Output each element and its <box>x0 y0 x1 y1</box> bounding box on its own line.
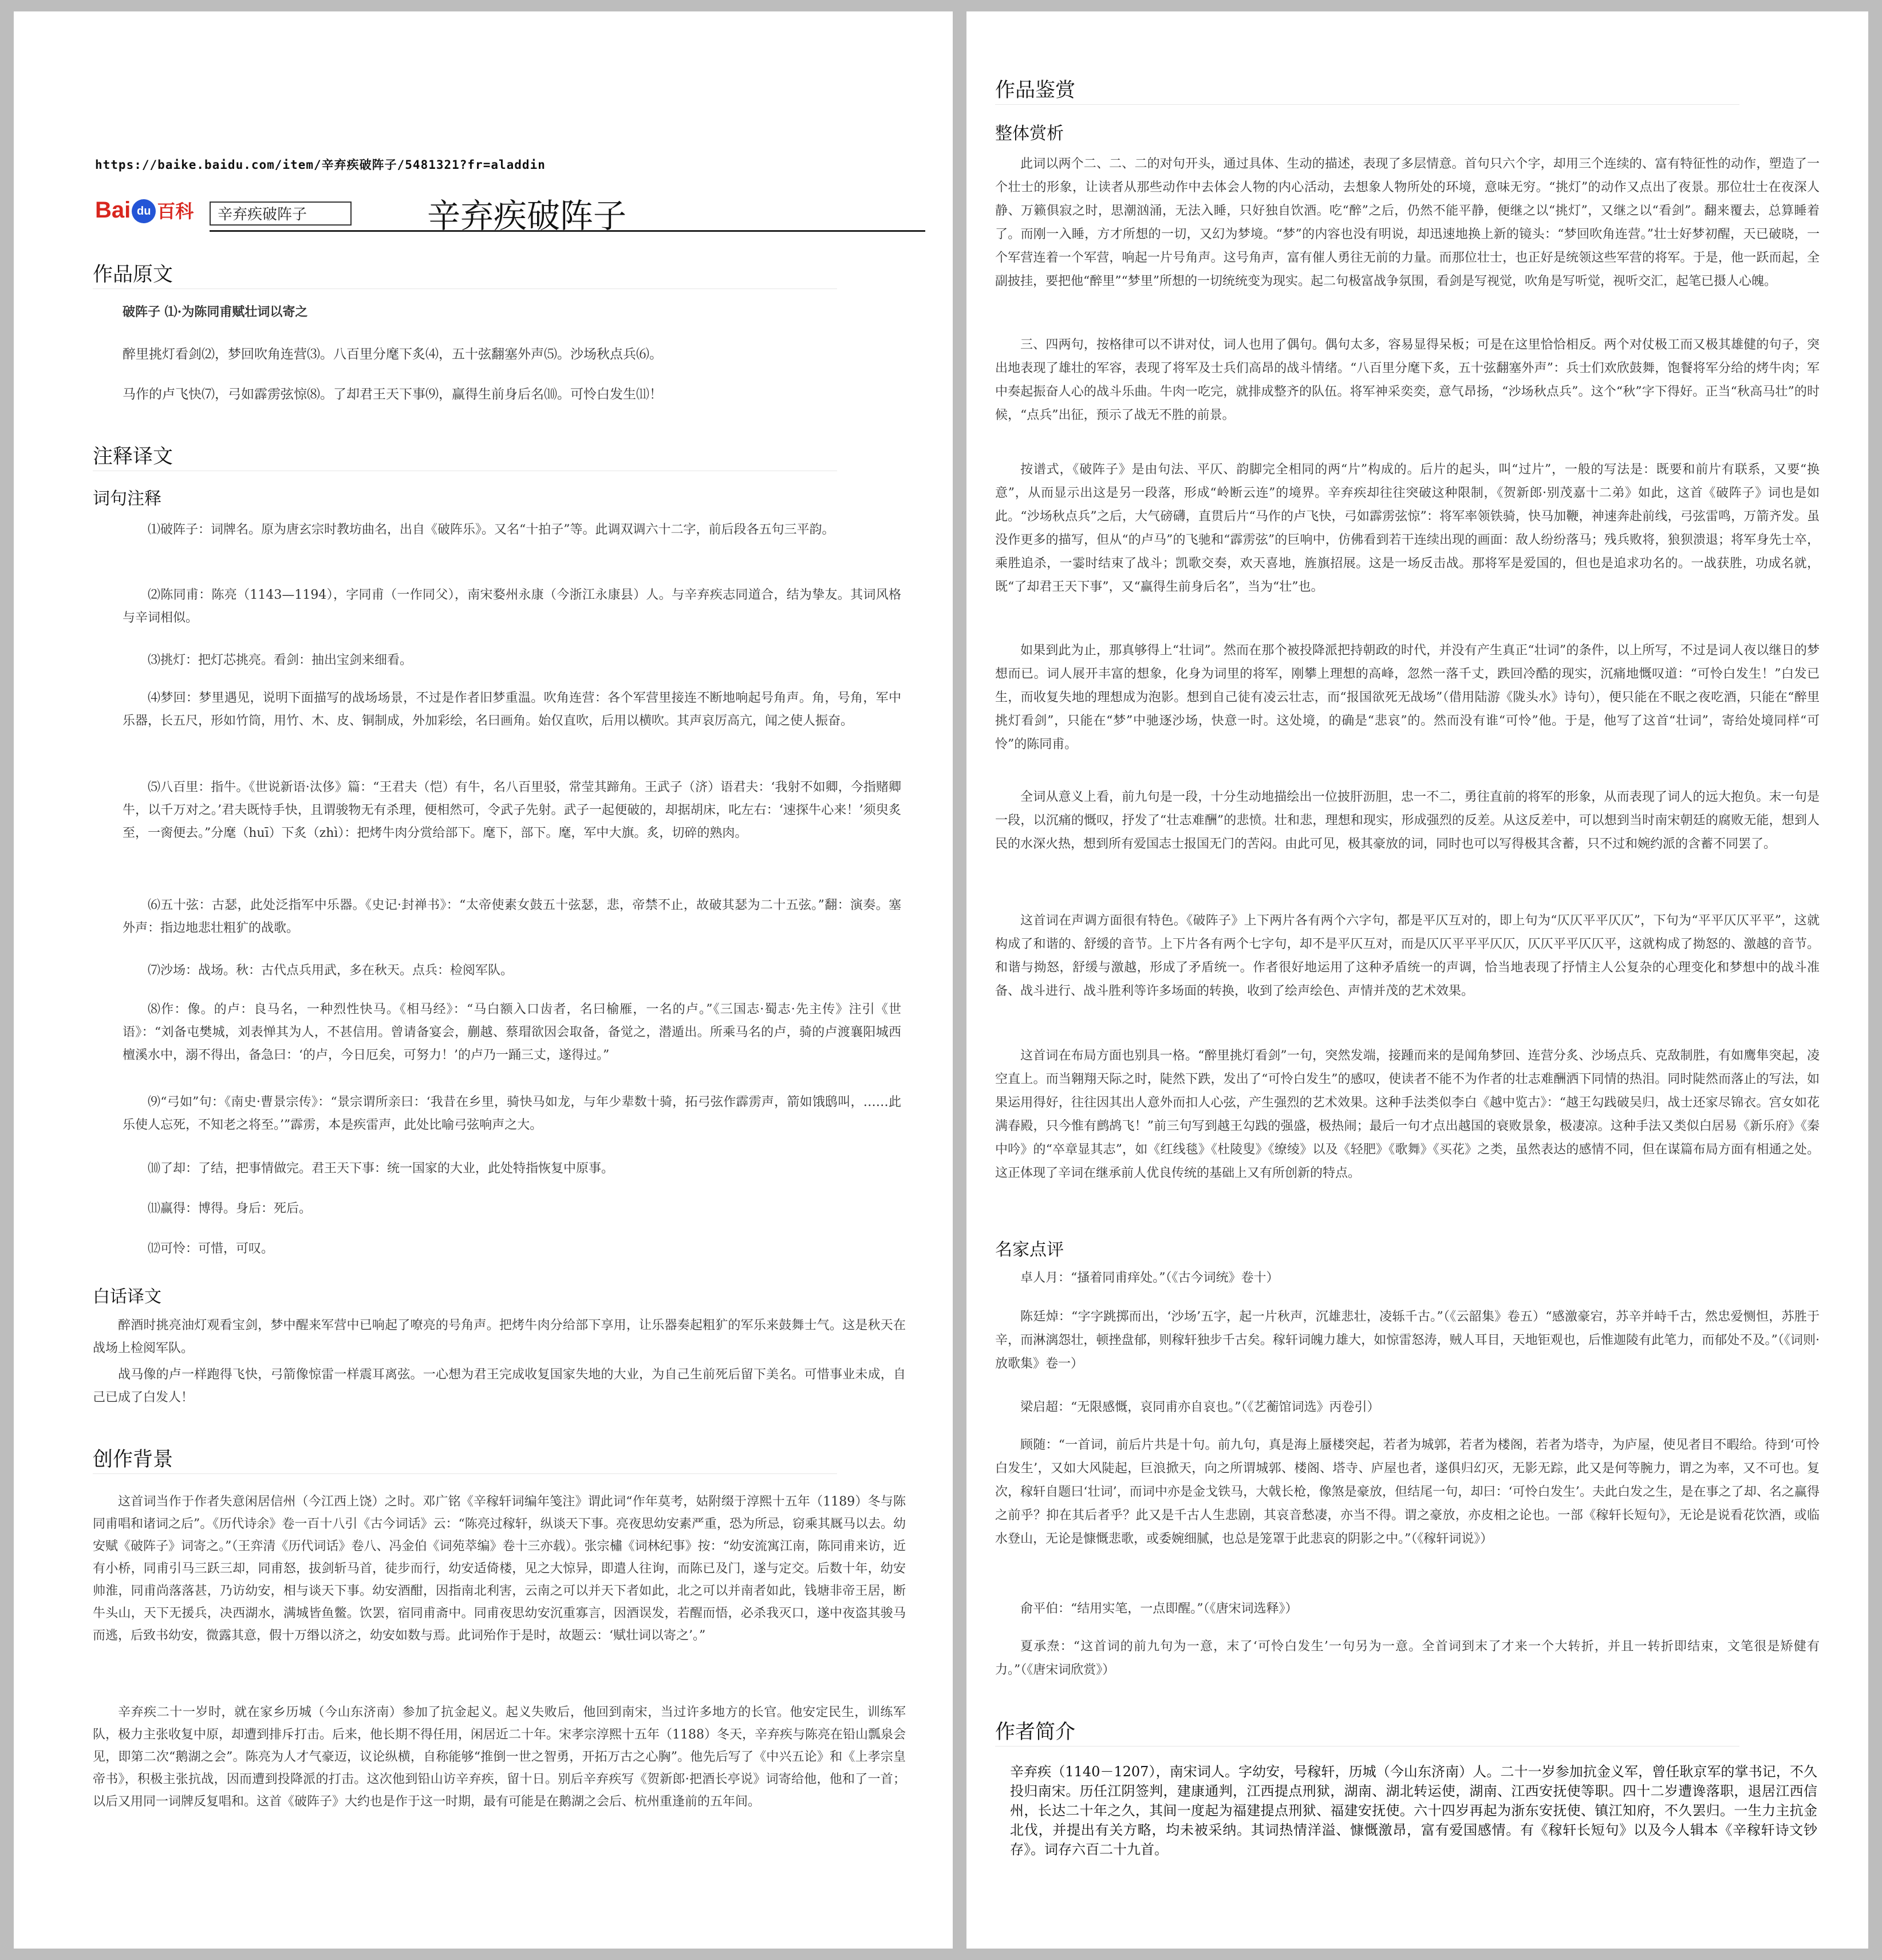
translation-paragraph: 醉酒时挑亮油灯观看宝剑，梦中醒来军营中已响起了嘹亮的号角声。把烤牛肉分给部下享用，让乐器奏起粗犷的军乐来鼓舞士气。这是秋天在战场上检阅军队。 <box>93 1318 906 1356</box>
page-url: https://baike.baidu.com/item/辛弃疾破阵子/5481321?fr=aladdin <box>95 158 546 172</box>
note-item: ⑹五十弦：古瑟，此处泛指军中乐器。《史记·封禅书》：“太帝使素女鼓五十弦瑟，悲，帝禁不止，故破其瑟为二十五弦。”翻：演奏。塞外声：指边地悲壮粗犷的战歌。 <box>123 898 901 935</box>
background-paragraph: 辛弃疾二十一岁时，就在家乡历城（今山东济南）参加了抗金起义。起义失败后，他回到南宋，当过许多地方的长官。他安定民生，训练军队，极力主张收复中原，却遭到排斥打击。后来，他长期不得任用，闲居近二十年。宋孝宗淳熙十五年（1188）冬天，辛弃疾与陈亮在铅山瓢泉会见，即第二次“鹅湖之会”。陈亮为人才气豪迈，议论纵横，自称能够“推倒一世之智勇，开拓万古之心胸”。他先后写了《中兴五论》和《上孝宗皇帝书》，积极主张抗战，因而遭到投降派的打击。这次他到铅山访辛弃疾，留十日。别后辛弃疾写《贺新郎·把酒长亭说》词寄给他，他和了一首；以后又用同一词牌反复唱和。这首《破阵子》大约也是作于这一时期，最有可能是在鹅湖之会后、杭州重逢前的五年间。 <box>93 1705 906 1809</box>
appreciation-paragraph: 三、四两句，按格律可以不讲对仗，词人也用了偶句。偶句太多，容易显得呆板；可是在这里恰恰相反。两个对仗极工而又极其雄健的句子，突出地表现了雄壮的军容，表现了将军及士兵们高昂的战斗情绪。“八百里分麾下炙，五十弦翻塞外声”：兵士们欢欣鼓舞，饱餐将军分给的烤牛肉；军中奏起振奋人心的战斗乐曲。牛肉一吃完，就排成整齐的队伍。将军神采奕奕，意气昂扬，“沙场秋点兵”。这个“秋”字下得好。正当“秋高马壮”的时候，“点兵”出征，预示了战无不胜的前景。 <box>995 338 1820 422</box>
note-item: ⑼“弓如”句：《南史·曹景宗传》：“景宗谓所亲曰：‘我昔在乡里，骑快马如龙，与年少辈数十骑，拓弓弦作霹雳声，箭如饿鸱叫，……此乐使人忘死，不知老之将至。’”霹雳，本是疾雷声，此处比喻弓弦响声之大。 <box>123 1095 901 1132</box>
note-item: ⑶挑灯：把灯芯挑亮。看剑：抽出宝剑来细看。 <box>148 653 413 667</box>
note-item: ⑴破阵子：词牌名。原为唐玄宗时教坊曲名，出自《破阵乐》。又名“十拍子”等。此调双调六十二字，前后段各五句三平韵。 <box>148 523 835 537</box>
note-item: ⑾赢得：博得。身后：死后。 <box>148 1202 312 1216</box>
section-heading-background: 创作背景 <box>93 1444 173 1472</box>
paw-icon: du <box>132 199 156 223</box>
appreciation-paragraph: 全词从意义上看，前九句是一段，十分生动地描绘出一位披肝沥胆，忠一不二，勇往直前的将军的形象，从而表现了词人的远大抱负。末一句是一段，以沉痛的慨叹，抒发了“壮志难酬”的悲愤。壮和悲，理想和现实，形成强烈的反差。从这反差中，可以想到当时南宋朝廷的腐败无能，想到人民的水深火热，想到所有爱国志士报国无门的苦闷。由此可见，极其豪放的词，同时也可以写得极其含蓄，只不过和婉约派的含蓄不同罢了。 <box>995 790 1820 851</box>
baike-header <box>95 189 925 236</box>
critic-comment: 卓人月：“搔着同甫痒处。”（《古今词统》卷十） <box>1020 1271 1279 1285</box>
subheading-notes: 词句注释 <box>93 489 161 509</box>
entry-title: 辛弃疾破阵子 <box>427 196 627 235</box>
section-heading-original: 作品原文 <box>93 259 173 287</box>
note-item: ⑵陈同甫：陈亮（1143—1194），字同甫（一作同父），南宋婺州永康（今浙江永康县）人。与辛弃疾志同道合，结为挚友。其词风格与辛词相似。 <box>123 588 901 625</box>
note-item: ⑻作：像。的卢：良马名，一种烈性快马。《相马经》：“马白额入口齿者，名曰榆雁，一名的卢。”《三国志·蜀志·先主传》注引《世语》：“刘备屯樊城，刘表惮其为人，不甚信用。曾请备宴会，蒯越、蔡瑁欲因会取备，备觉之，潜遁出。所乘马名的卢，骑的卢渡襄阳城西檀溪水中，溺不得出，备急曰：‘的卢，今日厄矣，可努力！’的卢乃一踊三丈，遂得过。” <box>123 1002 901 1062</box>
appreciation-paragraph: 如果到此为止，那真够得上“壮词”。然而在那个被投降派把持朝政的时代，并没有产生真正“壮词”的条件，以上所写，不过是词人夜以继日的梦想而已。词人展开丰富的想象，化身为词里的将军，刚攀上理想的高峰，忽然一落千丈，跌回冷酷的现实，沉痛地慨叹道：“可怜白发生！”白发已生，而收复失地的理想成为泡影。想到自己徒有凌云壮志，而“报国欲死无战场”（借用陆游《陇头水》诗句），便只能在不眠之夜吃酒，只能在“醉里挑灯看剑”，只能在“梦”中驰逐沙场，快意一时。这处境，的确是“悲哀”的。然而没有谁“可怜”他。于是，他写了这首“壮词”，寄给处境同样“可怜”的陈同甫。 <box>995 643 1820 752</box>
note-item: ⑿可怜：可惜，可叹。 <box>148 1242 274 1256</box>
subheading-translation: 白话译文 <box>93 1287 161 1307</box>
section-heading-appreciation: 作品鉴赏 <box>995 74 1075 103</box>
right-page <box>966 11 1868 1949</box>
critic-comment: 陈廷焯：“字字跳掷而出，‘沙场’五字，起一片秋声，沉雄悲壮，凌轹千古。”（《云韶集》卷五）“感激豪宕，苏辛并峙千古，然忠爱恻怛，苏胜于辛，而淋漓怨壮，顿挫盘郁，则稼轩独步千古矣。稼轩词魄力雄大，如惊雷怒涛，贼人耳目，天地钜观也，后惟迦陵有此笔力，而郁处不及。”（《词则·放歌集》卷一） <box>995 1310 1820 1371</box>
subheading-critics: 名家点评 <box>995 1240 1064 1260</box>
section-heading-author: 作者简介 <box>995 1716 1075 1745</box>
critic-comment: 夏承焘：“这首词的前九句为一意，末了‘可怜白发生’一句另为一意。全首词到末了才来一个大转折，并且一转折即结束，文笔很是矫健有力。”（《唐宋词欣赏》） <box>995 1639 1820 1677</box>
note-item: ⑸八百里：指牛。《世说新语·汰侈》篇：“王君夫（恺）有牛，名八百里驳，常莹其蹄角。王武子（济）语君夫：‘我射不如卿，今指赌卿牛，以千万对之。’君夫既恃手快，且谓骏物无有杀理，便相然可，令武子先射。武子一起便破的，却据胡床，叱左右：‘速探牛心来！’须臾炙至，一脔便去。”分麾（huī）下炙（zhì）：把烤牛肉分赏给部下。麾下，部下。麾，军中大旗。炙，切碎的熟肉。 <box>123 780 901 840</box>
appreciation-paragraph: 这首词在布局方面也别具一格。“醉里挑灯看剑”一句，突然发端，接踵而来的是闻角梦回、连营分炙、沙场点兵、克敌制胜，有如鹰隼突起，凌空直上。而当翱翔天际之时，陡然下跌，发出了“可怜白发生”的感叹，使读者不能不为作者的壮志难酬洒下同情的热泪。同时陡然而落止的写法，如果运用得好，往往因其出人意外而扣人心弦，产生强烈的艺术效果。这种手法类似李白《越中览古》：“越王勾践破吴归，战士还家尽锦衣。宫女如花满春殿，只今惟有鹧鸪飞！”前三句写到越王勾践的强盛，极热闹；最后一句才点出越国的衰败景象，极凄凉。这种手法又类似白居易《新乐府》《秦中吟》的“卒章显其志”，如《红线毯》《杜陵叟》《缭绫》以及《轻肥》《歌舞》《买花》之类，虽然表达的感情不同，但在谋篇布局方面有相通之处。这正体现了辛词在继承前人优良传统的基础上又有所创新的特点。 <box>995 1049 1820 1180</box>
translation-paragraph: 战马像的卢一样跑得飞快，弓箭像惊雷一样震耳离弦。一心想为君王完成收复国家失地的大业，为自己生前死后留下美名。可惜事业未成，自己已成了白发人！ <box>93 1368 906 1405</box>
baidu-baike-logo[interactable]: Bai du 百科 <box>95 197 194 223</box>
search-input[interactable]: 辛弃疾破阵子 <box>210 201 352 226</box>
section-heading-notes: 注释译文 <box>93 441 173 469</box>
critic-comment: 梁启超：“无限感慨，哀同甫亦自哀也。”（《艺蘅馆词选》丙卷引） <box>1020 1400 1380 1414</box>
background-paragraph: 这首词当作于作者失意闲居信州（今江西上饶）之时。邓广铭《辛稼轩词编年笺注》谓此词“作年莫考，姑附缀于淳熙十五年（1189）冬与陈同甫唱和诸词之后”。《历代诗余》卷一百十八引《古今词话》云：“陈亮过稼轩，纵谈天下事。亮夜思幼安素严重，恐为所忌，窃乘其厩马以去。幼安赋《破阵子》词寄之。”（王弈清《历代词话》卷八、冯金伯《词苑萃编》卷十三亦载）。张宗橚《词林纪事》按：“幼安流寓江南，陈同甫来访，近有小桥，同甫引马三跃三却，同甫怒，拔剑斩马首，徒步而行，幼安适倚楼，见之大惊异，即遣人往询，而陈已及门，遂与定交。后数十年，幼安帅淮，同甫尚落落甚，乃访幼安，相与谈天下事。幼安酒酣，因指南北利害，云南之可以并天下者如此，北之可以并南者如此，钱塘非帝王居，断牛头山，天下无援兵，决西湖水，满城皆鱼鳖。饮罢，宿同甫斋中。同甫夜思幼安沉重寡言，因酒误发，若醒而悟，必杀我灭口，遂中夜盗其骏马而逃，后致书幼安，微露其意，假十万缗以济之，幼安如数与焉。此词殆作于是时，故题云：‘赋壮词以寄之’。” <box>93 1495 906 1643</box>
note-item: ⑺沙场：战场。秋：古代点兵用武，多在秋天。点兵：检阅军队。 <box>148 963 514 978</box>
poem-line-1: 醉里挑灯看剑⑵，梦回吹角连营⑶。八百里分麾下炙⑷，五十弦翻塞外声⑸。沙场秋点兵⑹。 <box>123 347 662 362</box>
subheading-appreciation: 整体赏析 <box>995 124 1064 144</box>
appreciation-paragraph: 此词以两个二、二、二的对句开头，通过具体、生动的描述，表现了多层情意。首句只六个字，却用三个连续的、富有特征性的动作，塑造了一个壮士的形象，让读者从那些动作中去体会人物的内心活动，去想象人物所处的环境，意味无穷。“挑灯”的动作又点出了夜景。那位壮士在夜深人静、万籁俱寂之时，思潮汹涌，无法入睡，只好独自饮酒。吃“醉”之后，仍然不能平静，便继之以“挑灯”，又继之以“看剑”。翻来覆去，总算睡着了。而刚一入睡，方才所想的一切，又幻为梦境。“梦”的内容也没有明说，却迅速地换上新的镜头：“梦回吹角连营。”壮士好梦初醒，天已破晓，一个军营连着一个军营，响起一片号角声。这号角声，富有催人勇往无前的力量。而那位壮士，也正好是统领这些军营的将军。于是，他一跃而起，全副披挂，要把他“醉里”“梦里”所想的一切统统变为现实。起二句极富战争氛围，看剑是写视觉，吹角是写听觉，视听交汇，起笔已摄人心魄。 <box>995 157 1820 289</box>
critic-comment: 俞平伯：“结用实笔，一点即醒。”（《唐宋词选释》） <box>1020 1602 1298 1616</box>
note-item: ⑽了却：了结，把事情做完。君王天下事：统一国家的大业，此处特指恢复中原事。 <box>148 1161 614 1176</box>
note-item: ⑷梦回：梦里遇见，说明下面描写的战场场景，不过是作者旧梦重温。吹角连营：各个军营里接连不断地响起号角声。角，号角，军中乐器，长五尺，形如竹筒，用竹、木、皮、铜制成，外加彩绘，名曰画角。始仅直吹，后用以横吹。其声哀厉高亢，闻之使人振奋。 <box>123 691 901 728</box>
poem-line-2: 马作的卢飞快⑺，弓如霹雳弦惊⑻。了却君王天下事⑼，赢得生前身后名⑽。可怜白发生⑾！ <box>123 387 662 402</box>
critic-comment: 顾随：“一首词，前后片共是十句。前九句，真是海上蜃楼突起，若者为城郭，若者为楼阁，若者为塔寺，为庐屋，使见者目不暇给。待到‘可怜白发生’，又如大风陡起，巨浪掀天，向之所谓城郭、楼阁、塔寺、庐屋也者，遂俱归幻灭，无影无踪，此又是何等腕力，谓之为率，又不可也。复次，稼轩自题曰‘壮词’，而词中亦是金戈铁马，大戟长枪，像煞是豪放，但结尾一句，却曰：‘可怜白发生’。夫此白发之生，是在事之了却、名之赢得之前乎？抑在其后者乎？此又是千古人生悲剧，其哀音愁凄，亦当不得。谓之豪放，亦皮相之论也。一部《稼轩长短句》，无论是说看花饮酒，或临水登山，无论是慷慨悲歌，或委婉细腻，也总是笼罩于此悲哀的阴影之中。”（《稼轩词说》） <box>995 1438 1820 1546</box>
appreciation-paragraph: 这首词在声调方面很有特色。《破阵子》上下两片各有两个六字句，都是平仄互对的，即上句为“仄仄平平仄仄”，下句为“平平仄仄平平”，这就构成了和谐的、舒缓的音节。上下片各有两个七字句，却不是平仄互对，而是仄仄平平平仄仄，仄仄平平仄仄平，这就构成了拗怒的、激越的音节。和谐与拗怒，舒缓与激越，形成了矛盾统一。作者很好地运用了这种矛盾统一的声调，恰当地表现了抒情主人公复杂的心理变化和梦想中的战斗准备、战斗进行、战斗胜利等许多场面的转换，收到了绘声绘色、声情并茂的艺术效果。 <box>995 914 1820 998</box>
appreciation-paragraph: 按谱式，《破阵子》是由句法、平仄、韵脚完全相同的两“片”构成的。后片的起头，叫“过片”，一般的写法是：既要和前片有联系，又要“换意”，从而显示出这是另一段落，形成“岭断云连”的境界。辛弃疾却往往突破这种限制，《贺新郎·别茂嘉十二弟》如此，这首《破阵子》词也是如此。“沙场秋点兵”之后，大气磅礴，直贯后片“马作的卢飞快，弓如霹雳弦惊”：将军率领铁骑，快马加鞭，神速奔赴前线，弓弦雷鸣，万箭齐发。虽没作更多的描写，但从“的卢马”的飞驰和“霹雳弦”的巨响中，仿佛看到若干连续出现的画面：敌人纷纷落马；残兵败将，狼狈溃退；将军身先士卒，乘胜追杀，一霎时结束了战斗；凯歌交奏，欢天喜地，旌旗招展。这是一场反击战。那将军是爱国的，但也是追求功名的。一战获胜，功成名就，既“了却君王天下事”，又“赢得生前身后名”，当为“壮”也。 <box>995 463 1820 594</box>
author-bio: 辛弃疾（1140－1207），南宋词人。字幼安，号稼轩，历城（今山东济南）人。二十一岁参加抗金义军，曾任耿京军的掌书记，不久投归南宋。历任江阴签判，建康通判，江西提点刑狱，湖南、湖北转运使，湖南、江西安抚使等职。四十二岁遭谗落职，退居江西信州，长达二十年之久，其间一度起为福建提点刑狱、福建安抚使。六十四岁再起为浙东安抚使、镇江知府，不久罢归。一生力主抗金北伐，并提出有关方略，均未被采纳。其词热情洋溢、慷慨激昂，富有爱国感情。有《稼轩长短句》以及今人辑本《辛稼轩诗文钞存》。词存六百二十九首。 <box>1010 1764 1817 1858</box>
poem-subtitle: 破阵子 ⑴·为陈同甫赋壮词以寄之 <box>123 305 308 319</box>
left-page <box>14 11 953 1949</box>
